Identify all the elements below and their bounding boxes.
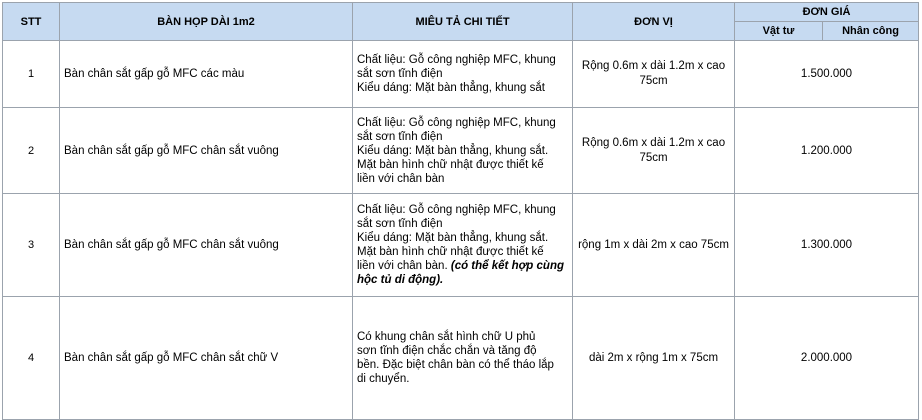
header-product: BÀN HỌP DÀI 1m2 bbox=[60, 3, 353, 41]
desc-line: sơn tĩnh điện chắc chắn và tăng độ bbox=[357, 345, 537, 357]
row-price: 1.300.000 bbox=[735, 194, 919, 297]
price-table bbox=[2, 2, 919, 420]
desc-line: liền với chân bàn bbox=[357, 172, 445, 185]
desc-line: sắt sơn tĩnh điện bbox=[357, 68, 443, 80]
row-stt: 3 bbox=[3, 194, 60, 297]
row-price: 1.500.000 bbox=[735, 41, 919, 108]
row-stt: 2 bbox=[3, 108, 60, 194]
desc-line: Kiểu dáng: Mặt bàn thẳng, khung sắt. bbox=[357, 232, 549, 244]
desc-line: bền. Đặc biệt chân bàn có thể tháo lắp bbox=[357, 359, 554, 371]
row-unit: rộng 1m x dài 2m x cao 75cm bbox=[573, 194, 735, 297]
row-price: 1.200.000 bbox=[735, 108, 919, 194]
row-unit: Rộng 0.6m x dài 1.2m x cao 75cm bbox=[573, 41, 735, 108]
header-materials: Vật tư bbox=[735, 22, 823, 41]
header-unit: ĐƠN VỊ bbox=[573, 3, 735, 41]
desc-line: sắt sơn tĩnh điện bbox=[357, 218, 443, 230]
row-price: 2.000.000 bbox=[735, 297, 919, 420]
row-stt: 4 bbox=[3, 297, 60, 420]
row-stt: 1 bbox=[3, 41, 60, 108]
row-description bbox=[353, 108, 573, 194]
row-description bbox=[353, 41, 573, 108]
desc-line: Kiểu dáng: Mặt bàn thẳng, khung sắt bbox=[357, 82, 545, 94]
row-unit: Rộng 0.6m x dài 1.2m x cao 75cm bbox=[573, 108, 735, 194]
desc-note: (có thể kết hợp cùng hộc tủ di động). bbox=[357, 260, 565, 286]
table-row bbox=[3, 108, 919, 194]
row-name: Bàn chân sắt gấp gỗ MFC chân sắt vuông bbox=[60, 108, 353, 194]
desc-line: Mặt bàn hình chữ nhật được thiết kế bbox=[357, 246, 544, 258]
header-price: ĐƠN GIÁ bbox=[735, 3, 919, 22]
desc-line: Mặt bàn hình chữ nhật được thiết kế bbox=[357, 158, 544, 171]
row-description bbox=[353, 194, 573, 297]
row-name: Bàn chân sắt gấp gỗ MFC các màu bbox=[60, 41, 353, 108]
table-row bbox=[3, 194, 919, 297]
desc-line: sắt sơn tĩnh điện bbox=[357, 130, 443, 143]
desc-line: di chuyển. bbox=[357, 373, 410, 385]
table-row bbox=[3, 41, 919, 108]
header-description: MIÊU TẢ CHI TIẾT bbox=[353, 3, 573, 41]
row-name: Bàn chân sắt gấp gỗ MFC chân sắt chữ V bbox=[60, 297, 353, 420]
table-row bbox=[3, 297, 919, 420]
row-description bbox=[353, 297, 573, 420]
desc-line: Chất liệu: Gỗ công nghiệp MFC, khung bbox=[357, 54, 556, 66]
header-labor: Nhân công bbox=[823, 22, 919, 41]
desc-line: Chất liệu: Gỗ công nghiệp MFC, khung bbox=[357, 116, 556, 129]
header-stt: STT bbox=[3, 3, 60, 41]
desc-line: Có khung chân sắt hình chữ U phủ bbox=[357, 331, 536, 343]
desc-line: liền với chân bàn. bbox=[357, 260, 448, 272]
row-name: Bàn chân sắt gấp gỗ MFC chân sắt vuông bbox=[60, 194, 353, 297]
desc-line: Chất liệu: Gỗ công nghiệp MFC, khung bbox=[357, 204, 556, 216]
row-unit: dài 2m x rộng 1m x 75cm bbox=[573, 297, 735, 420]
desc-line: Kiểu dáng: Mặt bàn thẳng, khung sắt. bbox=[357, 144, 549, 157]
